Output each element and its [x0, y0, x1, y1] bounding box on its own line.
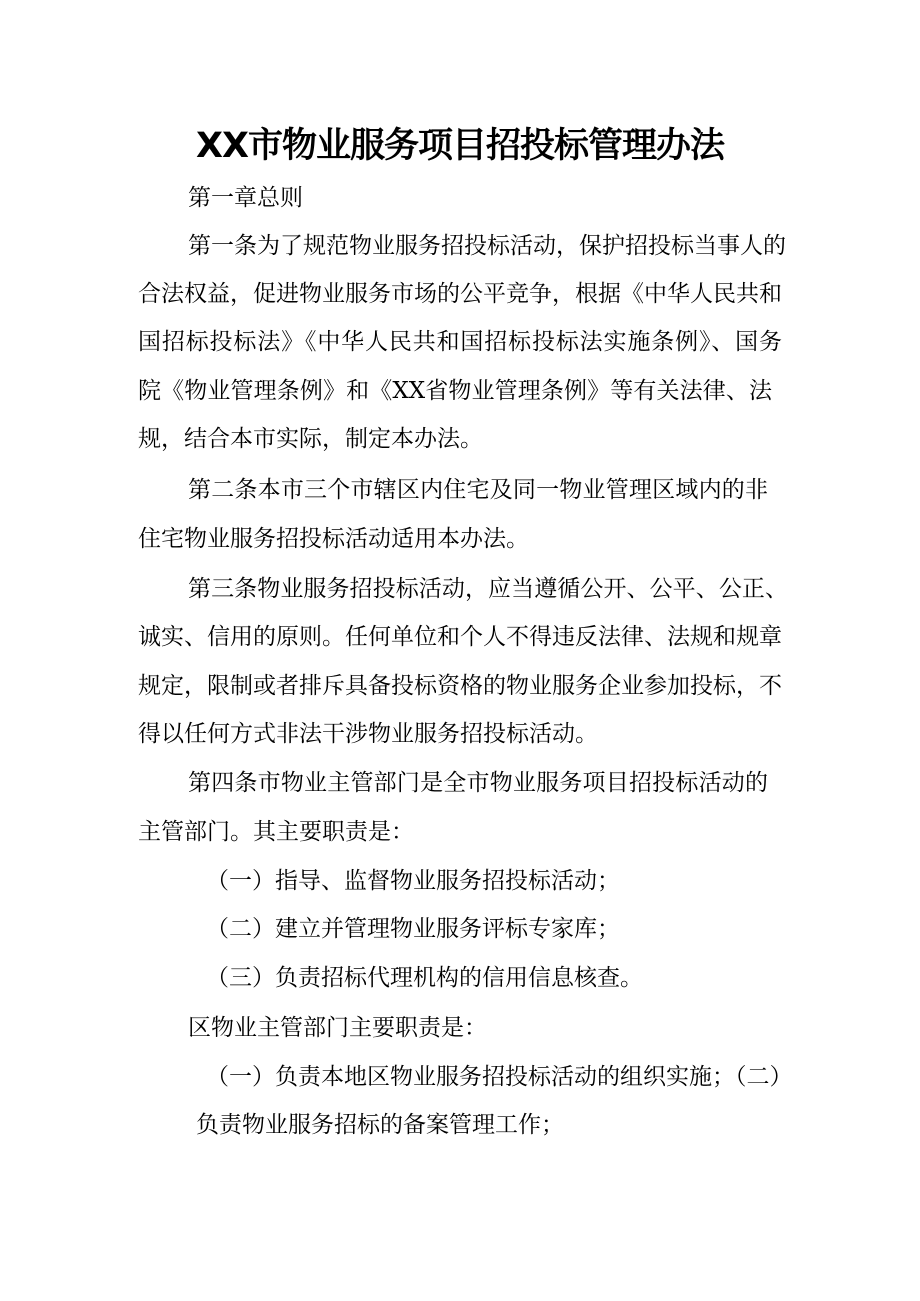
- district-duties-heading: 区物业主管部门主要职责是：: [188, 1015, 487, 1041]
- article-2-line-1: 第二条本市三个市辖区内住宅及同一物业管理区域内的非: [188, 477, 768, 503]
- article-4-line-2: 主管部门。其主要职责是：: [138, 819, 414, 845]
- article-3-line-4: 得以任何方式非法干涉物业服务招投标活动。: [138, 721, 598, 747]
- duty-item-3: （三）负责招标代理机构的信用信息核查。: [206, 965, 643, 991]
- chapter-heading: 第一章总则: [188, 185, 303, 211]
- district-duty-item-1: （一）负责本地区物业服务招投标活动的组织实施；（二）: [206, 1064, 793, 1090]
- duty-item-1: （一）指导、监督物业服务招投标活动；: [206, 868, 620, 894]
- article-3-line-1: 第三条物业服务招投标活动，应当遵循公开、公平、公正、: [188, 576, 788, 602]
- article-1-line-2: 合法权益，促进物业服务市场的公平竞争，根据《中华人民共和: [138, 281, 782, 307]
- article-2-line-2: 住宅物业服务招投标活动适用本办法。: [138, 526, 529, 552]
- article-4-line-1: 第四条市物业主管部门是全市物业服务项目招投标活动的: [188, 770, 768, 796]
- article-1-line-4: 院《物业管理条例》和《XX省物业管理条例》等有关法律、法: [138, 378, 772, 404]
- district-duty-item-2: 负责物业服务招标的备案管理工作；: [196, 1112, 564, 1138]
- article-1-line-3: 国招标投标法》《中华人民共和国招标投标法实施条例》、国务: [138, 329, 782, 355]
- duty-item-2: （二）建立并管理物业服务评标专家库；: [206, 916, 620, 942]
- article-1-line-5: 规，结合本市实际，制定本办法。: [138, 426, 483, 452]
- article-1-line-1: 第一条为了规范物业服务招投标活动，保护招投标当事人的: [188, 233, 786, 259]
- article-3-line-2: 诚实、信用的原则。任何单位和个人不得违反法律、法规和规章: [138, 624, 782, 650]
- article-3-line-3: 规定，限制或者排斥具备投标资格的物业服务企业参加投标，不: [138, 673, 782, 699]
- document-title: XX市物业服务项目招投标管理办法: [196, 126, 724, 166]
